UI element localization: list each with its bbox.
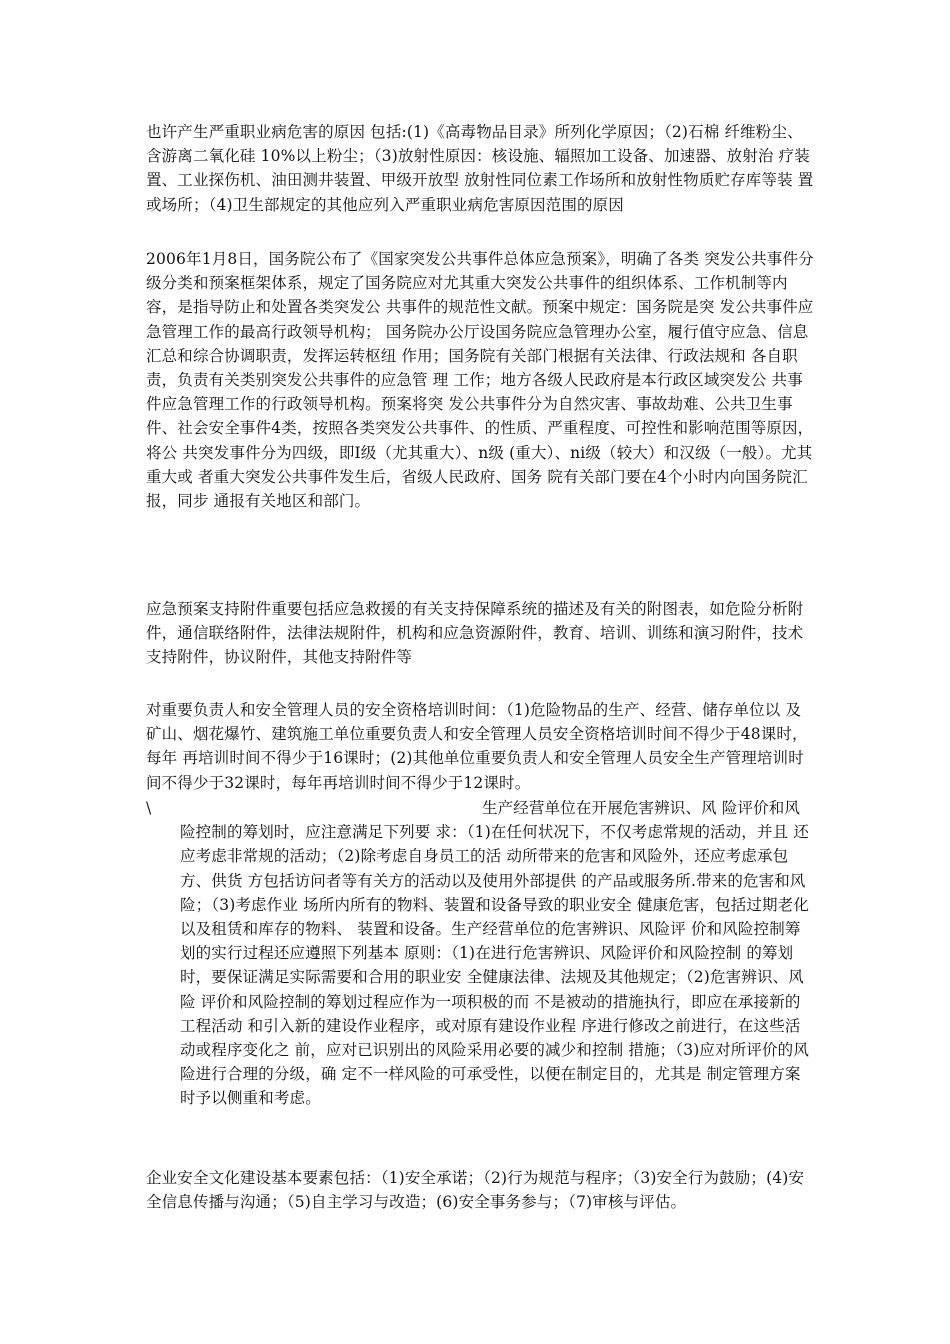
paragraph-occupational-hazards: 也许产生严重职业病危害的原因 包括:(1)《高毒物品目录》所列化学原因；（2)石棉 纤维粉尘、含游离二氧化硅 10%以上粉尘；（3)放射性原因：核设施、辐照加工设备、加速器、放射治 疗装置、工业探伤机、油田测井装置、甲级开放型 放射性同位素工作场所和放射性物质贮存库等装 置或场所；（4)卫生部规定的其他应列入严重职业病危害原因范围的原因 (146, 123, 814, 214)
backslash-mark: \ (146, 799, 152, 817)
paragraph-safety-culture: 企业安全文化建设基本要素包括：（1)安全承诺；（2)行为规范与程序；（3)安全行为鼓励；(4)安全信息传播与沟通；（5)自主学习与改造；(6)安全事务参与；（7)审核与评估。 (146, 1169, 805, 1212)
paragraph-plan-annexes: 应急预案支持附件重要包括应急救援的有关支持保障系统的描述及有关的附图表，如危险分析附件，通信联络附件，法律法规附件，机构和应急资源附件，教育、培训、训练和演习附件，技术支持附件，协议附件，其他支持附件等 (146, 600, 804, 667)
paragraph-training-hours: 对重要负责人和安全管理人员的安全资格培训时间：（1)危险物品的生产、经营、储存单位以 及矿山、烟花爆竹、建筑施工单位重要负责人和安全管理人员安全资格培训时间不得少于48课时，每年 再培训时间不得少于16课时；(2)其他单位重要负责人和安全管理人员安全生产管理培训时间不得少于32课时，每年再培训时间不得少于12课时。 (146, 701, 808, 792)
paragraph-hazard-identification: 生产经营单位在开展危害辨识、风 险评价和风险控制的筹划时，应注意满足下列要 求：（1)在任何状况下，不仅考虑常规的活动，并且 还应考虑非常规的活动；（2)除考虑自身员工的活 动所带来的危害和风险外，还应考虑承包方、供货 方包括访问者等有关方的活动以及使用外部提供 的产品或服务所.带来的危害和风险；（3)考虑作业 场所内所有的物料、装置和设备导致的职业安全 健康危害，包括过期老化以及租赁和库存的物料、 装置和设备。生产经营单位的危害辨识、风险评 价和风险控制筹划的实行过程还应遵照下列基本 原则：（1)在进行危害辨识、风险评价和风险控制 的筹划时，要保证满足实际需要和合用的职业安 全健康法律、法规及其他规定；（2)危害辨识、风险 评价和风险控制的筹划过程应作为一项积极的而 不是被动的措施执行，即应在承接新的工程活动 和引入新的建设作业程序，或对原有建设作业程 序进行修改之前进行，在这些活动或程序变化之 前，应对已识别出的风险采用必要的减少和控制 措施；（3)应对所评价的风险进行合理的分级，确 定不一样风险的可承受性，以便在制定目的，尤其是 制定管理方案时予以侧重和考虑。 (180, 799, 809, 1108)
paragraph-emergency-plan: 2006年1月8日，国务院公布了《国家突发公共事件总体应急预案》，明确了各类 突发公共事件分级分类和预案框架体系，规定了国务院应对尤其重大突发公共事件的组织体系、工作机制等内容，是指导防止和处置各类突发公 共事件的规范性文献。预案中规定：国务院是突 发公共事件应急管理工作的最高行政领导机构； 国务院办公厅设国务院应急管理办公室，履行值守应急、信息汇总和综合协调职责，发挥运转枢纽 作用；国务院有关部门根据有关法律、行政法规和 各自职责，负责有关类别突发公共事件的应急管 理 工作；地方各级人民政府是本行政区域突发公 共事件应急管理工作的行政领导机构。预案将突 发公共事件分为自然灾害、事故劫难、公共卫生事 件、社会安全事件4类，按照各类突发公共事件、的性质、严重程度、可控性和影响范围等原因，将公 共突发事件分为四级，即I级（尤其重大）、n级 (重大）、ni级（较大）和汉级（一般）。尤其重大或 者重大突发公共事件发生后，省级人民政府、国务 院有关部门要在4个小时内向国务院汇报，同步 通报有关地区和部门。 (146, 250, 814, 511)
